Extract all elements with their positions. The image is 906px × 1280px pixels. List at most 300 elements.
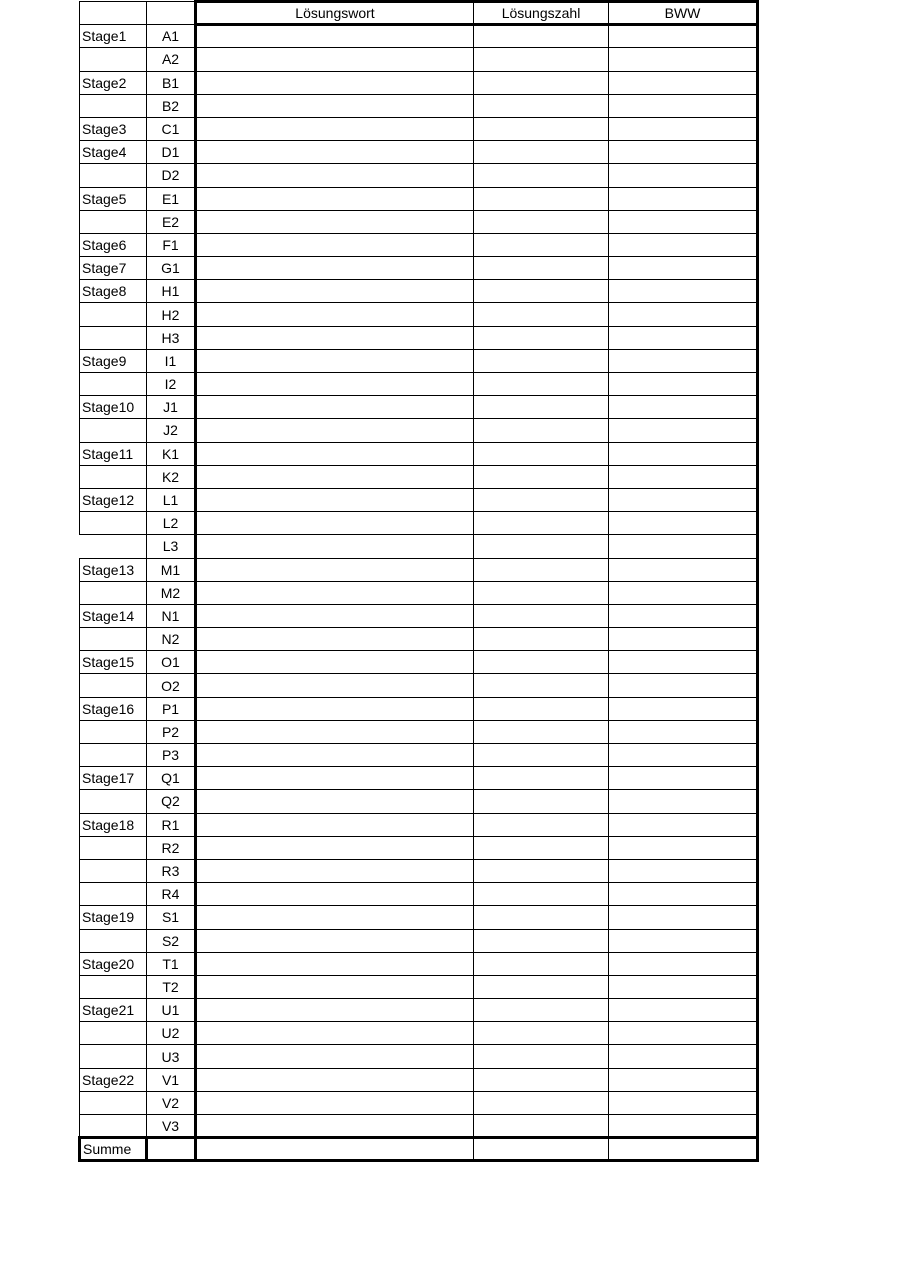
stage-cell: Stage17: [80, 767, 147, 790]
stage-cell: Stage10: [80, 396, 147, 419]
loesungswort-cell[interactable]: [196, 1115, 474, 1138]
loesungszahl-cell[interactable]: [474, 999, 609, 1022]
table-row: [80, 790, 758, 813]
code-cell: A2: [147, 48, 196, 71]
code-cell: T2: [147, 975, 196, 998]
loesungswort-cell[interactable]: [196, 558, 474, 581]
code-cell: R4: [147, 883, 196, 906]
stage-cell: Stage9: [80, 349, 147, 372]
table-row: [80, 535, 758, 558]
table-row: [80, 25, 758, 48]
bww-cell[interactable]: [609, 744, 758, 767]
stage-cell: Stage4: [80, 141, 147, 164]
loesungszahl-cell[interactable]: [474, 558, 609, 581]
bww-cell[interactable]: [609, 790, 758, 813]
table-row: [80, 512, 758, 535]
loesungswort-cell[interactable]: [196, 512, 474, 535]
bww-cell[interactable]: [609, 720, 758, 743]
stage-cell: Stage18: [80, 813, 147, 836]
loesungszahl-cell[interactable]: [474, 744, 609, 767]
code-cell: C1: [147, 117, 196, 140]
summary-loesungswort-cell[interactable]: [196, 1138, 474, 1161]
table-row: [80, 1091, 758, 1114]
bww-cell[interactable]: [609, 419, 758, 442]
loesungswort-cell[interactable]: [196, 929, 474, 952]
stage-cell: Stage14: [80, 604, 147, 627]
header-code: [147, 2, 196, 25]
bww-cell[interactable]: [609, 813, 758, 836]
loesungszahl-cell[interactable]: [474, 71, 609, 94]
bww-cell[interactable]: [609, 257, 758, 280]
header-bww: BWW: [609, 2, 758, 25]
loesungswort-cell[interactable]: [196, 71, 474, 94]
stage-cell: Stage5: [80, 187, 147, 210]
bww-cell[interactable]: [609, 1115, 758, 1138]
stage-cell: [80, 859, 147, 882]
table-row: [80, 48, 758, 71]
table-row: [80, 326, 758, 349]
code-cell: V1: [147, 1068, 196, 1091]
loesungswort-cell[interactable]: [196, 952, 474, 975]
code-cell: B2: [147, 94, 196, 117]
code-cell: H3: [147, 326, 196, 349]
code-cell: S1: [147, 906, 196, 929]
loesungszahl-cell[interactable]: [474, 906, 609, 929]
loesungswort-cell[interactable]: [196, 813, 474, 836]
table-row: [80, 975, 758, 998]
loesungszahl-cell[interactable]: [474, 720, 609, 743]
loesungswort-cell[interactable]: [196, 906, 474, 929]
stage-cell: [80, 975, 147, 998]
stage-cell: [80, 210, 147, 233]
table-row: [80, 303, 758, 326]
code-cell: H1: [147, 280, 196, 303]
code-cell: R1: [147, 813, 196, 836]
loesungszahl-cell[interactable]: [474, 883, 609, 906]
loesungszahl-cell[interactable]: [474, 117, 609, 140]
code-cell: B1: [147, 71, 196, 94]
loesungswort-cell[interactable]: [196, 303, 474, 326]
bww-cell[interactable]: [609, 674, 758, 697]
loesungswort-cell[interactable]: [196, 720, 474, 743]
loesungswort-cell[interactable]: [196, 744, 474, 767]
stage-cell: [80, 744, 147, 767]
code-cell: Q1: [147, 767, 196, 790]
stage-cell: [80, 326, 147, 349]
code-cell: J1: [147, 396, 196, 419]
stage-cell: [80, 373, 147, 396]
stage-cell: Stage3: [80, 117, 147, 140]
stage-cell: [80, 164, 147, 187]
code-cell: T1: [147, 952, 196, 975]
bww-cell[interactable]: [609, 488, 758, 511]
loesungswort-cell[interactable]: [196, 836, 474, 859]
bww-cell[interactable]: [609, 442, 758, 465]
loesungswort-cell[interactable]: [196, 465, 474, 488]
stage-cell: Stage8: [80, 280, 147, 303]
bww-cell[interactable]: [609, 233, 758, 256]
code-cell: H2: [147, 303, 196, 326]
code-cell: P3: [147, 744, 196, 767]
bww-cell[interactable]: [609, 25, 758, 48]
bww-cell[interactable]: [609, 975, 758, 998]
code-cell: E1: [147, 187, 196, 210]
table-row: [80, 164, 758, 187]
table-row: [80, 883, 758, 906]
bww-cell[interactable]: [609, 94, 758, 117]
bww-cell[interactable]: [609, 1091, 758, 1114]
table-row: [80, 419, 758, 442]
loesungswort-cell[interactable]: [196, 326, 474, 349]
table-row: [80, 744, 758, 767]
code-cell: D1: [147, 141, 196, 164]
table-row: [80, 906, 758, 929]
stage-cell: Stage13: [80, 558, 147, 581]
bww-cell[interactable]: [609, 859, 758, 882]
loesungswort-cell[interactable]: [196, 117, 474, 140]
header-row: [80, 2, 758, 25]
table-row: [80, 628, 758, 651]
code-cell: A1: [147, 25, 196, 48]
loesungszahl-cell[interactable]: [474, 187, 609, 210]
table-row: [80, 813, 758, 836]
loesungswort-cell[interactable]: [196, 535, 474, 558]
code-cell: U1: [147, 999, 196, 1022]
loesungswort-cell[interactable]: [196, 975, 474, 998]
loesungszahl-cell[interactable]: [474, 767, 609, 790]
table-row: [80, 280, 758, 303]
stage-cell: [80, 674, 147, 697]
loesungswort-cell[interactable]: [196, 187, 474, 210]
stage-cell: [80, 883, 147, 906]
loesungszahl-cell[interactable]: [474, 535, 609, 558]
loesungswort-cell[interactable]: [196, 790, 474, 813]
stage-cell: [80, 303, 147, 326]
table-row: [80, 651, 758, 674]
code-cell: L2: [147, 512, 196, 535]
bww-cell[interactable]: [609, 929, 758, 952]
stage-cell: [80, 1022, 147, 1045]
code-cell: N1: [147, 604, 196, 627]
table-row: [80, 71, 758, 94]
loesungswort-cell[interactable]: [196, 233, 474, 256]
stage-cell: Stage21: [80, 999, 147, 1022]
bww-cell[interactable]: [609, 71, 758, 94]
bww-cell[interactable]: [609, 349, 758, 372]
bww-cell[interactable]: [609, 906, 758, 929]
stage-cell: [80, 628, 147, 651]
table-row: [80, 210, 758, 233]
loesungszahl-cell[interactable]: [474, 141, 609, 164]
table-row: [80, 141, 758, 164]
code-cell: S2: [147, 929, 196, 952]
header-loesungszahl: Lösungszahl: [474, 2, 609, 25]
table-body: [80, 25, 758, 1138]
bww-cell[interactable]: [609, 604, 758, 627]
stage-cell: Stage2: [80, 71, 147, 94]
loesungswort-cell[interactable]: [196, 767, 474, 790]
solution-table: [78, 0, 759, 1162]
loesungswort-cell[interactable]: [196, 488, 474, 511]
loesungszahl-cell[interactable]: [474, 651, 609, 674]
code-cell: F1: [147, 233, 196, 256]
header-loesungswort: Lösungswort: [196, 2, 474, 25]
table-row: [80, 349, 758, 372]
code-cell: K2: [147, 465, 196, 488]
loesungswort-cell[interactable]: [196, 859, 474, 882]
loesungswort-cell[interactable]: [196, 210, 474, 233]
code-cell: M1: [147, 558, 196, 581]
loesungswort-cell[interactable]: [196, 1091, 474, 1114]
bww-cell[interactable]: [609, 117, 758, 140]
stage-cell: [80, 465, 147, 488]
summary-loesungszahl-cell[interactable]: [474, 1138, 609, 1161]
table-row: [80, 836, 758, 859]
bww-cell[interactable]: [609, 280, 758, 303]
table-row: [80, 604, 758, 627]
bww-cell[interactable]: [609, 48, 758, 71]
table-row: [80, 187, 758, 210]
loesungszahl-cell[interactable]: [474, 1045, 609, 1068]
table-row: [80, 581, 758, 604]
code-cell: I1: [147, 349, 196, 372]
loesungszahl-cell[interactable]: [474, 303, 609, 326]
stage-cell: Stage20: [80, 952, 147, 975]
bww-cell[interactable]: [609, 210, 758, 233]
stage-cell: [80, 929, 147, 952]
loesungszahl-cell[interactable]: [474, 25, 609, 48]
loesungszahl-cell[interactable]: [474, 210, 609, 233]
bww-cell[interactable]: [609, 326, 758, 349]
bww-cell[interactable]: [609, 651, 758, 674]
bww-cell[interactable]: [609, 535, 758, 558]
loesungszahl-cell[interactable]: [474, 442, 609, 465]
bww-cell[interactable]: [609, 512, 758, 535]
loesungswort-cell[interactable]: [196, 164, 474, 187]
bww-cell[interactable]: [609, 767, 758, 790]
loesungszahl-cell[interactable]: [474, 1115, 609, 1138]
code-cell: K1: [147, 442, 196, 465]
loesungszahl-cell[interactable]: [474, 257, 609, 280]
loesungszahl-cell[interactable]: [474, 349, 609, 372]
loesungswort-cell[interactable]: [196, 349, 474, 372]
stage-cell: Stage12: [80, 488, 147, 511]
loesungswort-cell[interactable]: [196, 581, 474, 604]
loesungswort-cell[interactable]: [196, 48, 474, 71]
table-row: [80, 94, 758, 117]
loesungszahl-cell[interactable]: [474, 488, 609, 511]
table-row: [80, 674, 758, 697]
loesungszahl-cell[interactable]: [474, 674, 609, 697]
stage-cell: [80, 48, 147, 71]
stage-cell: Stage6: [80, 233, 147, 256]
summary-code-cell[interactable]: [147, 1138, 196, 1161]
loesungszahl-cell[interactable]: [474, 326, 609, 349]
loesungswort-cell[interactable]: [196, 697, 474, 720]
loesungswort-cell[interactable]: [196, 419, 474, 442]
loesungszahl-cell[interactable]: [474, 396, 609, 419]
loesungszahl-cell[interactable]: [474, 512, 609, 535]
header-stage: [80, 2, 147, 25]
table-row: [80, 720, 758, 743]
stage-cell: Stage7: [80, 257, 147, 280]
code-cell: J2: [147, 419, 196, 442]
code-cell: V3: [147, 1115, 196, 1138]
stage-cell: Stage19: [80, 906, 147, 929]
loesungszahl-cell[interactable]: [474, 373, 609, 396]
code-cell: U2: [147, 1022, 196, 1045]
loesungszahl-cell[interactable]: [474, 859, 609, 882]
bww-cell[interactable]: [609, 628, 758, 651]
code-cell: Q2: [147, 790, 196, 813]
code-cell: U3: [147, 1045, 196, 1068]
loesungszahl-cell[interactable]: [474, 465, 609, 488]
loesungswort-cell[interactable]: [196, 141, 474, 164]
stage-cell: [80, 790, 147, 813]
loesungswort-cell[interactable]: [196, 373, 474, 396]
summary-bww-cell[interactable]: [609, 1138, 758, 1161]
loesungswort-cell[interactable]: [196, 1045, 474, 1068]
table-row: [80, 558, 758, 581]
stage-cell: [80, 419, 147, 442]
stage-cell: Stage1: [80, 25, 147, 48]
code-cell: R3: [147, 859, 196, 882]
loesungswort-cell[interactable]: [196, 94, 474, 117]
bww-cell[interactable]: [609, 1022, 758, 1045]
bww-cell[interactable]: [609, 303, 758, 326]
bww-cell[interactable]: [609, 697, 758, 720]
table-row: [80, 1068, 758, 1091]
loesungszahl-cell[interactable]: [474, 94, 609, 117]
table-row: [80, 952, 758, 975]
code-cell: L3: [147, 535, 196, 558]
code-cell: P2: [147, 720, 196, 743]
loesungszahl-cell[interactable]: [474, 233, 609, 256]
bww-cell[interactable]: [609, 164, 758, 187]
code-cell: R2: [147, 836, 196, 859]
code-cell: D2: [147, 164, 196, 187]
stage-cell: Stage11: [80, 442, 147, 465]
loesungszahl-cell[interactable]: [474, 697, 609, 720]
table-row: [80, 767, 758, 790]
loesungszahl-cell[interactable]: [474, 581, 609, 604]
loesungswort-cell[interactable]: [196, 280, 474, 303]
bww-cell[interactable]: [609, 558, 758, 581]
bww-cell[interactable]: [609, 836, 758, 859]
loesungswort-cell[interactable]: [196, 396, 474, 419]
bww-cell[interactable]: [609, 141, 758, 164]
stage-cell: [80, 512, 147, 535]
table-row: [80, 442, 758, 465]
loesungszahl-cell[interactable]: [474, 280, 609, 303]
table-row: [80, 396, 758, 419]
loesungszahl-cell[interactable]: [474, 48, 609, 71]
loesungswort-cell[interactable]: [196, 651, 474, 674]
table-row: [80, 257, 758, 280]
code-cell: M2: [147, 581, 196, 604]
loesungswort-cell[interactable]: [196, 442, 474, 465]
table-row: [80, 859, 758, 882]
stage-cell: [80, 581, 147, 604]
bww-cell[interactable]: [609, 999, 758, 1022]
table-row: [80, 488, 758, 511]
stage-cell: [80, 535, 147, 558]
code-cell: I2: [147, 373, 196, 396]
bww-cell[interactable]: [609, 373, 758, 396]
loesungswort-cell[interactable]: [196, 257, 474, 280]
loesungswort-cell[interactable]: [196, 883, 474, 906]
loesungswort-cell[interactable]: [196, 1068, 474, 1091]
loesungszahl-cell[interactable]: [474, 1091, 609, 1114]
code-cell: V2: [147, 1091, 196, 1114]
summary-label: Summe: [80, 1138, 147, 1161]
bww-cell[interactable]: [609, 465, 758, 488]
loesungswort-cell[interactable]: [196, 604, 474, 627]
loesungszahl-cell[interactable]: [474, 975, 609, 998]
stage-cell: Stage22: [80, 1068, 147, 1091]
bww-cell[interactable]: [609, 883, 758, 906]
loesungswort-cell[interactable]: [196, 628, 474, 651]
table-row: [80, 1115, 758, 1138]
bww-cell[interactable]: [609, 187, 758, 210]
loesungszahl-cell[interactable]: [474, 813, 609, 836]
loesungszahl-cell[interactable]: [474, 836, 609, 859]
stage-cell: [80, 1091, 147, 1114]
summary-row: [80, 1138, 758, 1161]
stage-cell: [80, 1045, 147, 1068]
bww-cell[interactable]: [609, 1045, 758, 1068]
loesungszahl-cell[interactable]: [474, 164, 609, 187]
stage-cell: [80, 94, 147, 117]
bww-cell[interactable]: [609, 952, 758, 975]
stage-cell: [80, 836, 147, 859]
loesungswort-cell[interactable]: [196, 1022, 474, 1045]
loesungszahl-cell[interactable]: [474, 628, 609, 651]
code-cell: P1: [147, 697, 196, 720]
code-cell: O1: [147, 651, 196, 674]
stage-cell: [80, 720, 147, 743]
loesungszahl-cell[interactable]: [474, 790, 609, 813]
table-row: [80, 697, 758, 720]
stage-cell: Stage15: [80, 651, 147, 674]
loesungszahl-cell[interactable]: [474, 1022, 609, 1045]
loesungszahl-cell[interactable]: [474, 952, 609, 975]
code-cell: N2: [147, 628, 196, 651]
loesungswort-cell[interactable]: [196, 999, 474, 1022]
table-row: [80, 373, 758, 396]
stage-cell: [80, 1115, 147, 1138]
code-cell: L1: [147, 488, 196, 511]
code-cell: E2: [147, 210, 196, 233]
loesungszahl-cell[interactable]: [474, 1068, 609, 1091]
loesungszahl-cell[interactable]: [474, 419, 609, 442]
bww-cell[interactable]: [609, 581, 758, 604]
table-row: [80, 929, 758, 952]
table-row: [80, 999, 758, 1022]
table-row: [80, 117, 758, 140]
loesungszahl-cell[interactable]: [474, 929, 609, 952]
loesungswort-cell[interactable]: [196, 25, 474, 48]
loesungswort-cell[interactable]: [196, 674, 474, 697]
code-cell: G1: [147, 257, 196, 280]
bww-cell[interactable]: [609, 396, 758, 419]
table-row: [80, 233, 758, 256]
table-row: [80, 465, 758, 488]
bww-cell[interactable]: [609, 1068, 758, 1091]
stage-cell: Stage16: [80, 697, 147, 720]
table-row: [80, 1045, 758, 1068]
loesungszahl-cell[interactable]: [474, 604, 609, 627]
